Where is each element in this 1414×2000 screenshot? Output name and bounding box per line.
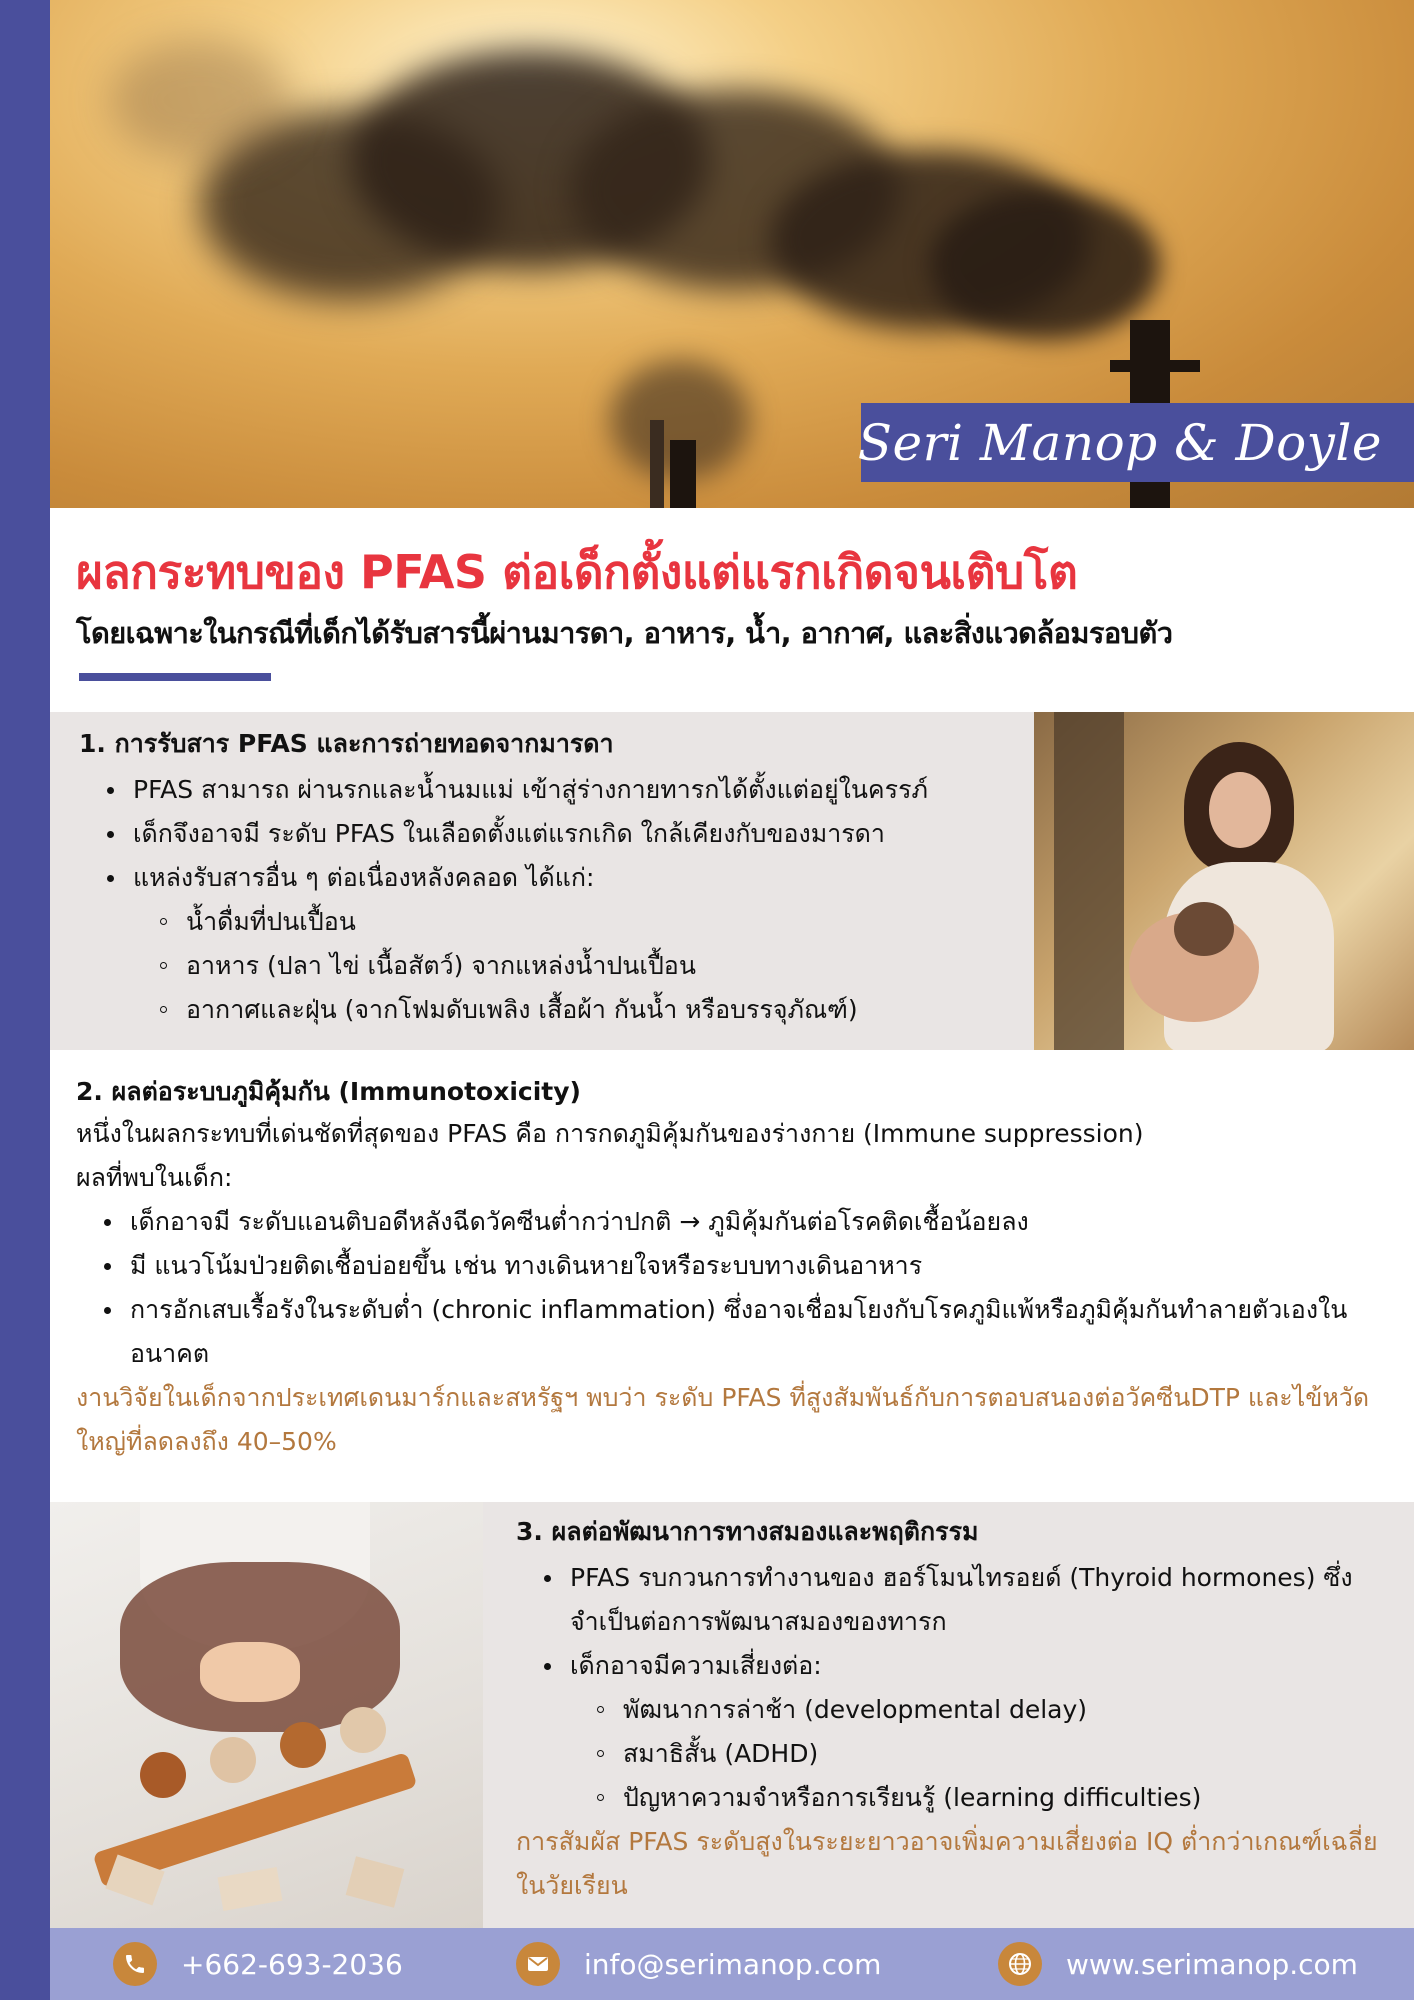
- list-item: PFAS สามารถ ผ่านรกและน้ำนมแม่ เข้าสู่ร่างกายทารกได้ตั้งแต่อยู่ในครรภ์: [79, 768, 1039, 812]
- list-item: เด็กจึงอาจมี ระดับ PFAS ในเลือดตั้งแต่แรกเกิด ใกล้เคียงกับของมารดา: [79, 812, 1039, 856]
- page-title: ผลกระทบของ PFAS ต่อเด็กตั้งแต่แรกเกิดจนเติบโต: [76, 545, 1078, 599]
- sub-list-item: พัฒนาการล่าช้า (developmental delay): [516, 1688, 1406, 1732]
- contact-phone[interactable]: [113, 1928, 403, 2000]
- list-item: เด็กอาจมีความเสี่ยงต่อ:: [516, 1644, 1406, 1688]
- section-2-intro: หนึ่งในผลกระทบที่เด่นชัดที่สุดของ PFAS คือ การกดภูมิคุ้มกันของร่างกาย (Immune suppression): [76, 1119, 1144, 1148]
- child-playing-toys-photo: [50, 1502, 483, 1928]
- sub-list-item: น้ำดื่มที่ปนเปื้อน: [79, 900, 1039, 944]
- list-item: PFAS รบกวนการทำงานของ ฮอร์โมนไทรอยด์ (Thyroid hormones) ซึ่งจำเป็นต่อการพัฒนาสมองของทารก: [516, 1556, 1406, 1644]
- list-item: การอักเสบเรื้อรังในระดับต่ำ (chronic inflammation) ซึ่งอาจเชื่อมโยงกับโรคภูมิแพ้หรือภูมิคุ้มกันทำลายตัวเองในอนาคต: [76, 1288, 1396, 1376]
- sub-list-item: สมาธิสั้น (ADHD): [516, 1732, 1406, 1776]
- list-item: เด็กอาจมี ระดับแอนติบอดีหลังฉีดวัคซีนต่ำกว่าปกติ → ภูมิคุ้มกันต่อโรคติดเชื้อน้อยลง: [76, 1200, 1396, 1244]
- title-block: [50, 508, 1414, 712]
- section-maternal-transfer: [50, 712, 1414, 1050]
- brand-banner: [857, 403, 1414, 482]
- contact-website[interactable]: [998, 1928, 1358, 2000]
- globe-icon: [998, 1942, 1042, 1986]
- phone-icon: [113, 1942, 157, 1986]
- contact-email[interactable]: [516, 1928, 881, 2000]
- phone-number: +662-693-2036: [181, 1947, 403, 1981]
- website-url: www.serimanop.com: [1066, 1947, 1358, 1981]
- section-brain-development: [50, 1502, 1414, 1928]
- hero-image-smokestack: [50, 0, 1414, 508]
- section-2-title: 2. ผลต่อระบบภูมิคุ้มกัน (Immunotoxicity): [76, 1077, 581, 1106]
- mail-icon: [516, 1942, 560, 1986]
- brand-name: Seri Manop & Doyle: [857, 413, 1382, 472]
- section-3-title: 3. ผลต่อพัฒนาการทางสมองและพฤติกรรม: [516, 1517, 979, 1546]
- list-item: มี แนวโน้มป่วยติดเชื้อบ่อยขึ้น เช่น ทางเดินหายใจหรือระบบทางเดินอาหาร: [76, 1244, 1396, 1288]
- page-subtitle: โดยเฉพาะในกรณีที่เด็กได้รับสารนี้ผ่านมารดา, อาหาร, น้ำ, อากาศ, และสิ่งแวดล้อมรอบตัว: [76, 616, 1173, 650]
- research-note: งานวิจัยในเด็กจากประเทศเดนมาร์กและสหรัฐฯ พบว่า ระดับ PFAS ที่สูงสัมพันธ์กับการตอบสนองต่อวัคซีนDTP และไข้หวัดใหญ่ที่ลดลงถึง 40–50%: [76, 1383, 1370, 1456]
- section-2-findings-label: ผลที่พบในเด็ก:: [76, 1163, 233, 1192]
- left-accent-bar: [0, 0, 50, 2000]
- mother-breastfeeding-photo: [1034, 712, 1414, 1050]
- title-divider: [79, 673, 271, 681]
- list-item: แหล่งรับสารอื่น ๆ ต่อเนื่องหลังคลอด ได้แก่:: [79, 856, 1039, 900]
- email-address: info@serimanop.com: [584, 1947, 882, 1981]
- iq-risk-note: การสัมผัส PFAS ระดับสูงในระยะยาวอาจเพิ่มความเสี่ยงต่อ IQ ต่ำกว่าเกณฑ์เฉลี่ย ในวัยเรียน: [516, 1827, 1378, 1900]
- section-immunotoxicity: [50, 1050, 1414, 1502]
- sub-list-item: ปัญหาความจำหรือการเรียนรู้ (learning difficulties): [516, 1776, 1406, 1820]
- contact-footer: [50, 1928, 1414, 2000]
- section-1-title: 1. การรับสาร PFAS และการถ่ายทอดจากมารดา: [79, 729, 614, 758]
- sub-list-item: อากาศและฝุ่น (จากโฟมดับเพลิง เสื้อผ้า กันน้ำ หรือบรรจุภัณฑ์): [79, 988, 1039, 1032]
- sub-list-item: อาหาร (ปลา ไข่ เนื้อสัตว์) จากแหล่งน้ำปนเปื้อน: [79, 944, 1039, 988]
